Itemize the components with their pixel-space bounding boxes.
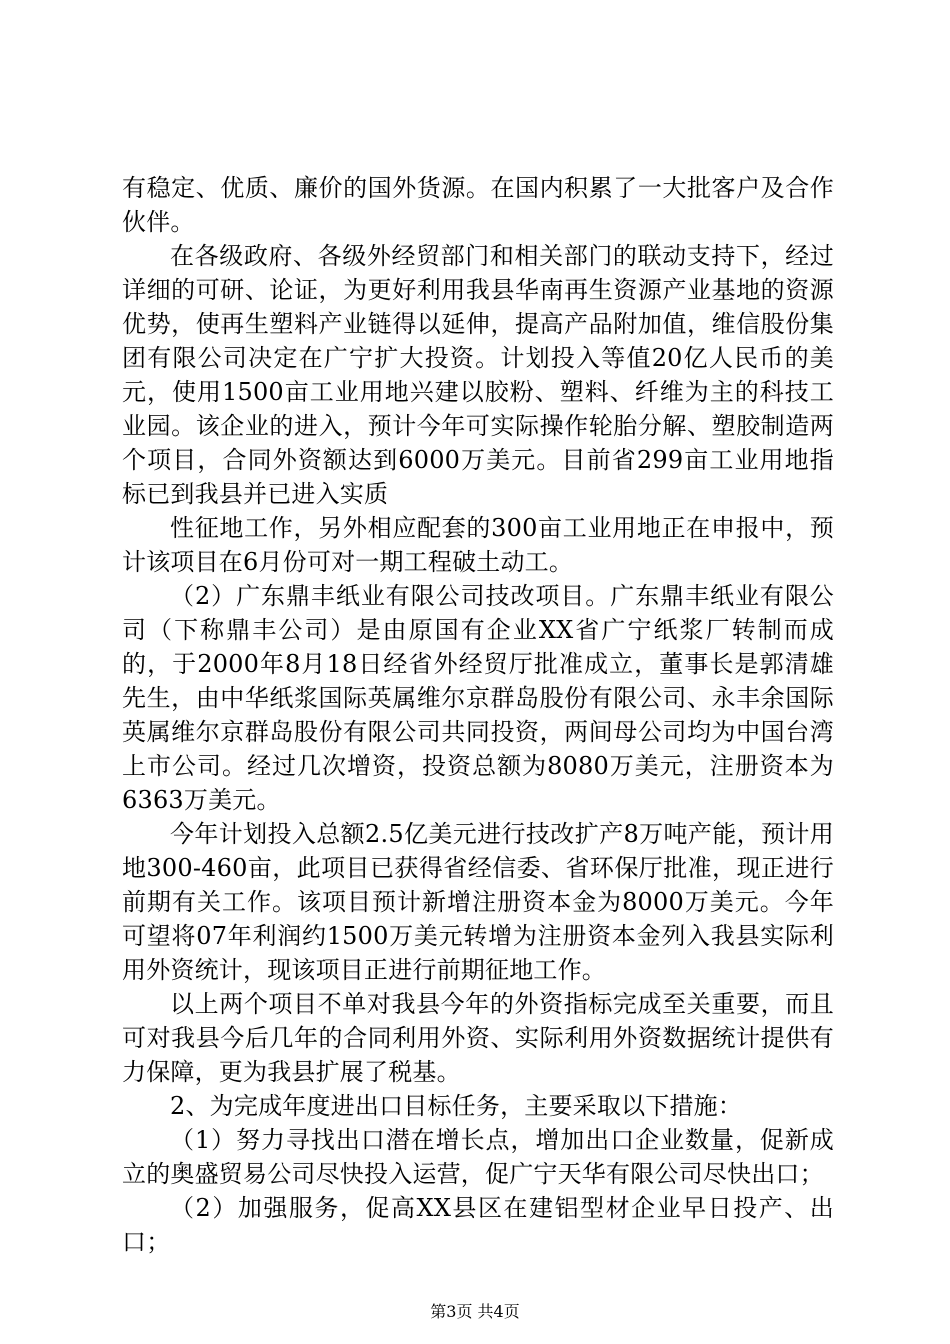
paragraph: 今年计划投入总额2.5亿美元进行技改扩产8万吨产能，预计用地300-460亩，此项目已获得省经信委、省环保厅批准，现正进行前期有关工作。该项目预计新增注册资本金为8000万美元。今年可望将07年利润约1500万美元转增为注册资本金列入我县实际利用外资统计，现该项目正进行前期征地工作。 <box>122 820 834 984</box>
paragraph: 有稳定、优质、廉价的国外货源。在国内积累了一大批客户及合作伙伴。 <box>122 174 834 236</box>
paragraph: （2）广东鼎丰纸业有限公司技改项目。广东鼎丰纸业有限公司（下称鼎丰公司）是由原国有企业XX省广宁纸浆厂转制而成的，于2000年8月18日经省外经贸厅批准成立，董事长是郭清雄先生，由中华纸浆国际英属维尔京群岛股份有限公司、永丰余国际英属维尔京群岛股份有限公司共同投资，两间母公司均为中国台湾上市公司。经过几次增资，投资总额为8080万美元，注册资本为6363万美元。 <box>122 582 834 814</box>
paragraph: （1）努力寻找出口潜在增长点，增加出口企业数量，促新成立的奥盛贸易公司尽快投入运营，促广宁天华有限公司尽快出口； <box>122 1126 834 1188</box>
paragraph: （2）加强服务，促高XX县区在建铝型材企业早日投产、出口； <box>122 1194 834 1256</box>
paragraph: 在各级政府、各级外经贸部门和相关部门的联动支持下，经过详细的可研、论证，为更好利用我县华南再生资源产业基地的资源优势，使再生塑料产业链得以延伸，提高产品附加值，维信股份集团有限公司决定在广宁扩大投资。计划投入等值20亿人民币的美元，使用1500亩工业用地兴建以胶粉、塑料、纤维为主的科技工业园。该企业的进入，预计今年可实际操作轮胎分解、塑胶制造两个项目，合同外资额达到6000万美元。目前省299亩工业用地指标已到我县并已进入实质 <box>122 242 834 508</box>
page-number-footer: 第3页 共4页 <box>430 1302 520 1321</box>
paragraph: 2、为完成年度进出口目标任务，主要采取以下措施： <box>170 1092 743 1120</box>
paragraph: 以上两个项目不单对我县今年的外资指标完成至关重要，而且可对我县今后几年的合同利用外资、实际利用外资数据统计提供有力保障，更为我县扩展了税基。 <box>122 990 834 1086</box>
paragraph: 性征地工作，另外相应配套的300亩工业用地正在申报中，预计该项目在6月份可对一期工程破土动工。 <box>122 514 834 576</box>
document-body <box>122 171 834 1259</box>
